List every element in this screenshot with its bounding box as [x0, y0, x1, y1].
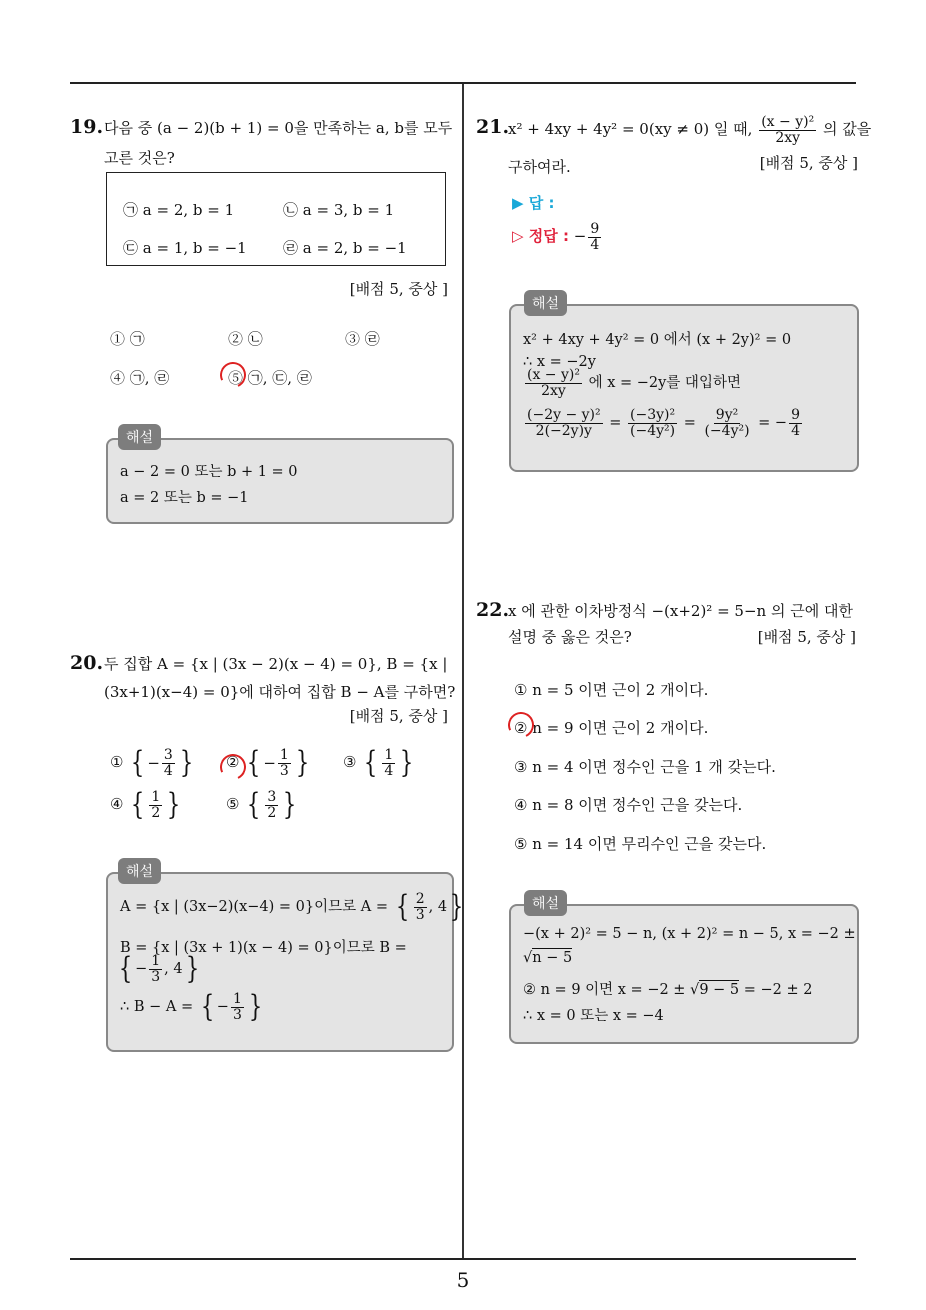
q20-option-1-mark: ① [110, 753, 124, 772]
q20-text-line2: (3x+1)(x−4) = 0}에 대하여 집합 B − A를 구하면? [104, 683, 456, 701]
q22-explanation-line2: √n − 5 [523, 950, 573, 966]
q22-explanation-line4: ∴ x = 0 또는 x = −4 [523, 1008, 664, 1024]
q19-box-item-4: ㉣ a = 2, b = −1 [283, 239, 407, 257]
q21-explanation-box [509, 304, 859, 472]
q19-box-item-2: ㉡ a = 3, b = 1 [283, 201, 395, 219]
q20-option-4-mark: ④ [110, 795, 124, 814]
q21-explanation-line3: $\frac{\text{(x − y)²}}{2xy}$ 에 x = −2y를 대입하면 [527, 367, 741, 399]
q19-text-line1: 다음 중 (a − 2)(b + 1) = 0을 만족하는 a, b를 모두 [104, 119, 453, 137]
q20-explanation-line1: A = {x | (3x−2)(x−4) = 0}이므로 A = { $\frac{2}{3}$ , 4 } [120, 889, 464, 925]
q20-explanation-line3: { − $\frac{1}{3}$ , 4 } [118, 951, 199, 987]
q20-option-1[interactable]: ① { − $\frac{3}{4}$ } [110, 745, 194, 781]
q22-explanation-line3: ② n = 9 이면 x = −2 ± √9 − 5 = −2 ± 2 [523, 982, 813, 998]
q20-option-3[interactable]: ③ { $\frac{1}{4}$ } [343, 745, 414, 781]
q20-option-2-mark: ② [226, 753, 240, 772]
q19-text-line2: 고른 것은? [104, 149, 175, 167]
q20-explanation-tag: 해설 [118, 858, 161, 884]
q20-score: [배점 5, 중상 ] [349, 707, 448, 725]
q22-number: 22. [476, 599, 510, 621]
q21-answer-label: ▶ 답 : [512, 194, 555, 212]
q20-option-5-mark: ⑤ [226, 795, 240, 814]
q19-number: 19. [70, 116, 104, 138]
q20-text-line1: 두 집합 A = {x | (3x − 2)(x − 4) = 0}, B = {x | [104, 655, 448, 673]
q22-explanation-box [509, 904, 859, 1044]
q19-box-item-1: ㉠ a = 2, b = 1 [123, 201, 235, 219]
q22-text-line1: x 에 관한 이차방정식 −(x+2)² = 5−n 의 근에 대한 [508, 602, 853, 620]
q19-option-3[interactable]: ③ ㉣ [345, 330, 380, 348]
q22-option-3[interactable]: ③ n = 4 이면 정수인 근을 1 개 갖는다. [514, 758, 776, 776]
q19-condition-box [106, 172, 446, 266]
q21-correct-label: ▷ 정답 : [512, 227, 569, 246]
q19-score: [배점 5, 중상 ] [349, 280, 448, 298]
q21-number: 21. [476, 116, 510, 138]
column-divider [462, 84, 464, 1260]
q19-option-2[interactable]: ② ㉡ [228, 330, 263, 348]
q20-option-4[interactable]: ④ { $\frac{1}{2}$ } [110, 787, 181, 823]
q21-correct-answer: ▷ 정답 : − $\frac{9}{4}$ [512, 221, 600, 253]
q19-option-4[interactable]: ④ ㉠, ㉣ [110, 369, 170, 387]
q20-number: 20. [70, 652, 104, 674]
q20-option-3-mark: ③ [343, 753, 357, 772]
q19-option-5[interactable]: ⑤ ㉠, ㉢, ㉣ [228, 369, 312, 387]
page-number: 5 [456, 1268, 470, 1292]
q19-explanation-box [106, 438, 454, 524]
q19-explanation-tag: 해설 [118, 424, 161, 450]
q21-text-line1: x² + 4xy + 4y² = 0(xy ≠ 0) 일 때, $\frac{\text{(x − y)²}}{2xy}$ 의 값을 [508, 113, 872, 146]
q22-option-2[interactable]: ② n = 9 이면 근이 2 개이다. [514, 719, 709, 737]
q21-explanation-line4: $\frac{\text{(−2y − y)²}}{2(-2y)y}$ = $\frac{\text{(−3y)²}}{\text{(−4y²)}}$ = $\frac{\text{9y²}}{\text{(−4y²)}}$ = − $\frac{9}{4}$ [527, 407, 801, 439]
q20-explanation-line4: ∴ B − A = { − $\frac{1}{3}$ } [120, 989, 263, 1025]
q20-option-5[interactable]: ⑤ { $\frac{3}{2}$ } [226, 787, 297, 823]
q19-box-item-3: ㉢ a = 1, b = −1 [123, 239, 247, 257]
q19-option-1[interactable]: ① ㉠ [110, 330, 145, 348]
q21-score: [배점 5, 중상 ] [759, 154, 858, 172]
q22-option-4[interactable]: ④ n = 8 이면 정수인 근을 갖는다. [514, 796, 743, 814]
q21-explanation-line1: x² + 4xy + 4y² = 0 에서 (x + 2y)² = 0 [523, 332, 792, 348]
q19-explanation-line2: a = 2 또는 b = −1 [120, 490, 249, 506]
q22-option-5[interactable]: ⑤ n = 14 이면 무리수인 근을 갖는다. [514, 835, 767, 853]
bottom-rule [70, 1258, 856, 1260]
q20-explanation-line2: B = {x | (3x + 1)(x − 4) = 0}이므로 B = [120, 940, 407, 956]
q21-explanation-tag: 해설 [524, 290, 567, 316]
q22-explanation-tag: 해설 [524, 890, 567, 916]
q20-explanation-box [106, 872, 464, 1052]
q22-text-line2: 설명 중 옳은 것은? [508, 628, 632, 646]
q22-option-1[interactable]: ① n = 5 이면 근이 2 개이다. [514, 681, 709, 699]
q20-option-2[interactable]: ② { − $\frac{1}{3}$ } [226, 745, 310, 781]
q21-text-line2: 구하여라. [508, 158, 571, 176]
q22-explanation-line1: −(x + 2)² = 5 − n, (x + 2)² = n − 5, x = −2 ± [523, 926, 856, 942]
q22-score: [배점 5, 중상 ] [757, 628, 856, 646]
q21-explanation-line2: ∴ x = −2y [523, 354, 596, 370]
q19-explanation-line1: a − 2 = 0 또는 b + 1 = 0 [120, 464, 298, 480]
